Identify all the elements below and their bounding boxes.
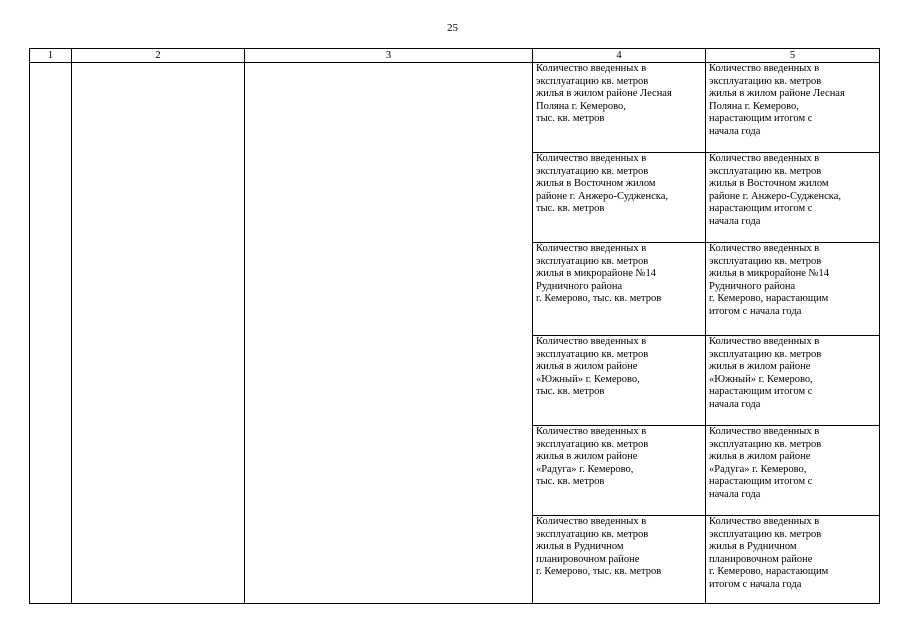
indicator-cell-col5: Количество введенных в эксплуатацию кв. метров жилья в жилом районе Лесная Поляна г. Кемерово, нарастающим итогом с начала года — [706, 63, 880, 153]
indicator-cell-col4: Количество введенных в эксплуатацию кв. метров жилья в жилом районе Лесная Поляна г. Кемерово, тыс. кв. метров — [533, 63, 706, 153]
page-number: 25 — [447, 22, 458, 34]
merged-cell-col3 — [245, 63, 533, 604]
column-header-5: 5 — [706, 49, 880, 63]
table-row-1 — [30, 63, 880, 153]
indicator-cell-col5: Количество введенных в эксплуатацию кв. метров жилья в Рудничном планировочном районе г. Кемерово, нарастающим итогом с начала года — [706, 516, 880, 604]
column-header-2: 2 — [72, 49, 245, 63]
indicator-cell-col5: Количество введенных в эксплуатацию кв. метров жилья в жилом районе «Радуга» г. Кемерово, нарастающим итогом с начала года — [706, 426, 880, 516]
merged-cell-col2 — [72, 63, 245, 604]
indicator-cell-col4: Количество введенных в эксплуатацию кв. метров жилья в Рудничном планировочном районе г. Кемерово, тыс. кв. метров — [533, 516, 706, 604]
indicator-cell-col4: Количество введенных в эксплуатацию кв. метров жилья в Восточном жилом районе г. Анжеро-Судженска, тыс. кв. метров — [533, 153, 706, 243]
column-header-1: 1 — [30, 49, 72, 63]
indicator-cell-col5: Количество введенных в эксплуатацию кв. метров жилья в Восточном жилом районе г. Анжеро-Судженска, нарастающим итогом с начала года — [706, 153, 880, 243]
indicator-cell-col5: Количество введенных в эксплуатацию кв. метров жилья в микрорайоне №14 Рудничного района г. Кемерово, нарастающим итогом с начала года — [706, 243, 880, 336]
indicator-cell-col4: Количество введенных в эксплуатацию кв. метров жилья в микрорайоне №14 Рудничного района г. Кемерово, тыс. кв. метров — [533, 243, 706, 336]
indicator-cell-col4: Количество введенных в эксплуатацию кв. метров жилья в жилом районе «Радуга» г. Кемерово, тыс. кв. метров — [533, 426, 706, 516]
column-header-3: 3 — [245, 49, 533, 63]
indicator-cell-col4: Количество введенных в эксплуатацию кв. метров жилья в жилом районе «Южный» г. Кемерово, тыс. кв. метров — [533, 336, 706, 426]
indicator-cell-col5: Количество введенных в эксплуатацию кв. метров жилья в жилом районе «Южный» г. Кемерово, нарастающим итогом с начала года — [706, 336, 880, 426]
column-header-4: 4 — [533, 49, 706, 63]
merged-cell-col1 — [30, 63, 72, 604]
table-header-row — [30, 49, 880, 63]
indicators-table — [29, 48, 880, 604]
